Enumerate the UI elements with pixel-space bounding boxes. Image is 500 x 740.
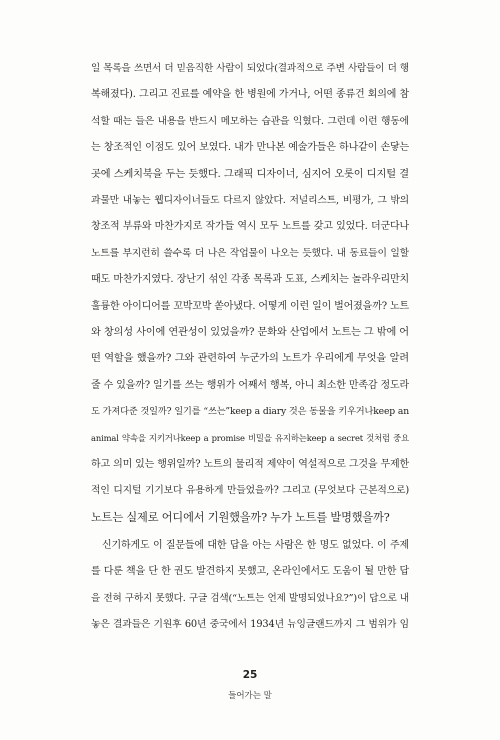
text-line: animal 약속을 지키거나keep a promise 비밀을 유지하는keep a secret 것처럼 중요 [91, 433, 409, 444]
text-line: 때도 마찬가지였다. 장난기 섞인 각종 목록과 도표, 스케치는 놀라우리만치 [91, 274, 409, 286]
paragraph-1 [91, 56, 409, 531]
text-line: 놓은 결과들은 기원후 60년 중국에서 1934년 뉴잉글랜드까지 그 범위가 임 [91, 619, 409, 631]
text-line: 와 창의성 사이에 연관성이 있었을까? 문화와 산업에서 노트는 그 밖에 어 [91, 326, 409, 338]
text-line: 도 가져다준 것일까? 일기를 “쓰는”keep a diary 것은 동물을 키우거나keep an [91, 406, 409, 418]
text-line: 적인 디지털 기기보다 유용하게 만들었을까? 그리고 (무엇보다 근본적으로) [91, 485, 409, 497]
text-line: 줄 수 있을까? 일기를 쓰는 행위가 어째서 행복, 아니 최소한 만족감 정도라 [91, 379, 409, 391]
page-number: 25 [242, 669, 258, 681]
text-line: 하고 의미 있는 행위일까? 노트의 물리적 제약이 역설적으로 그것을 무제한 [91, 458, 409, 470]
running-footer: 들어가는 말 [228, 691, 272, 701]
text-line: 곳에 스케치북을 두는 듯했다. 그래픽 디자이너, 심지어 오롯이 디지털 결 [91, 168, 409, 180]
text-line: 창조적 부류와 마찬가지로 작가들 역시 모두 노트를 갖고 있었다. 더군다나 [91, 221, 409, 233]
text-line: 신기하게도 이 질문들에 대한 답을 아는 사람은 한 명도 없었다. 이 주제 [102, 540, 409, 552]
paragraph-2 [91, 533, 409, 639]
text-line: 떤 역할을 했을까? 그와 관련하여 누군가의 노트가 우리에게 무엇을 알려 [91, 353, 409, 365]
text-line: 일 목록을 쓰면서 더 믿음직한 사람이 되었다(결과적으로 주변 사람들이 더 행 [91, 63, 409, 74]
text-line: 노트를 부지런히 쓸수록 더 나은 작업물이 나오는 듯했다. 내 동료들이 일할 [91, 247, 409, 259]
text-line: 노트는 실제로 어디에서 기원했을까? 누가 노트를 발명했을까? [91, 510, 390, 524]
text-line: 과물만 내놓는 웹디자이너들도 다르지 않았다. 저널리스트, 비평가, 그 밖의 [91, 194, 409, 206]
text-line: 복해졌다). 그리고 진료를 예약을 한 병원에 가거나, 어떤 종류건 회의에 참 [91, 89, 409, 101]
text-line: 석할 때는 들은 내용을 반드시 메모하는 습관을 익혔다. 그런데 이런 행동에 [91, 115, 409, 127]
text-line: 는 창조적인 이점도 있어 보였다. 내가 만나본 예술가들은 하나같이 손닿는 [91, 142, 409, 154]
text-line: 훌륭한 아이디어를 꼬박꼬박 쏟아냈다. 어떻게 이런 일이 벌어졌을까? 노트 [91, 300, 409, 312]
body-text [91, 56, 409, 639]
text-line: 을 전혀 구하지 못했다. 구글 검색(“노트는 언제 발명되었나요?”)이 답으로 내 [91, 592, 409, 604]
text-line: 를 다룬 책을 단 한 권도 발견하지 못했고, 온라인에서도 도움이 될 만한 답 [91, 566, 409, 578]
